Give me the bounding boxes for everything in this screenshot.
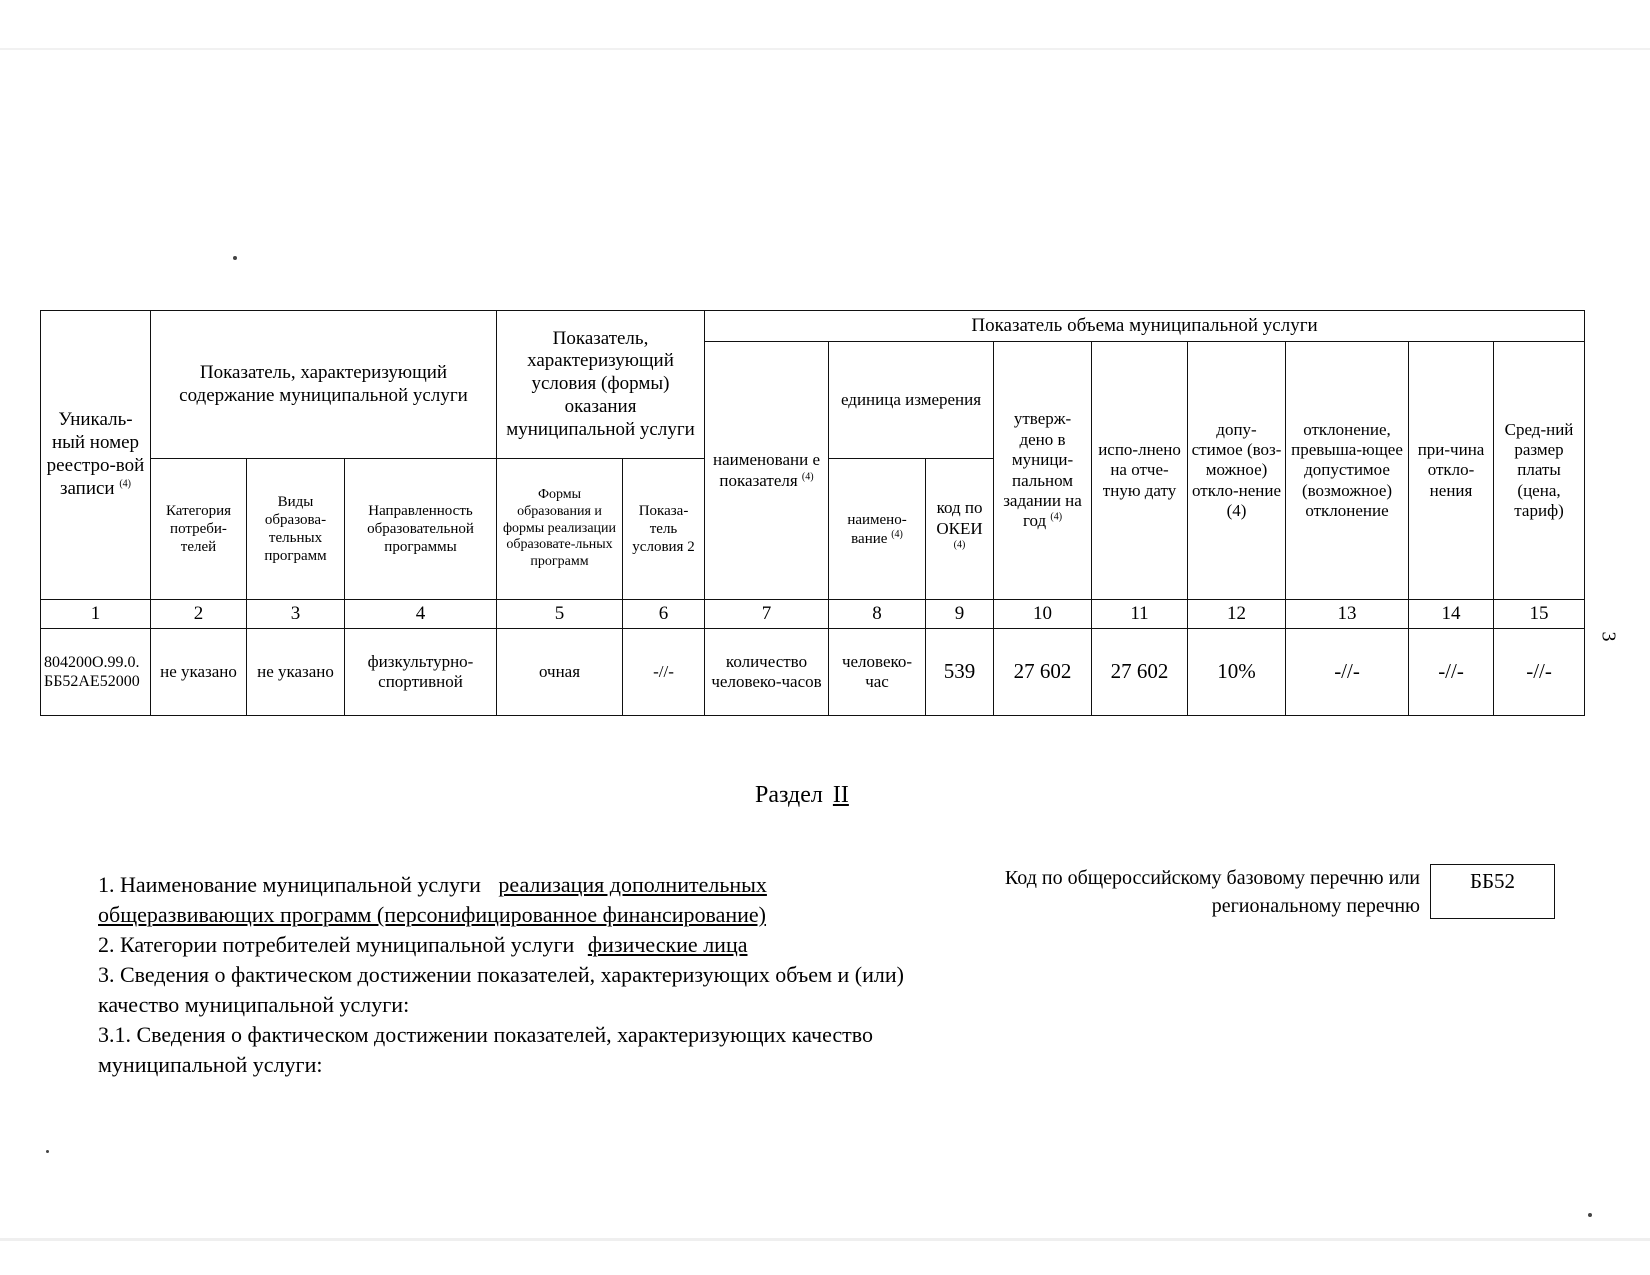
header-indicator-name: наименовани е показателя $^{(4)}$: [705, 342, 829, 600]
cell-allowed: 10%: [1188, 629, 1286, 716]
service-name-line: 1. Наименование муниципальной услуги реализация дополнительных: [98, 872, 767, 897]
header-unit: единица измерения: [829, 342, 994, 459]
column-number: 14: [1409, 600, 1494, 629]
scan-speck: [1588, 1213, 1592, 1217]
cell-direction: физкультурно-спортивной: [345, 629, 497, 716]
column-number: 9: [926, 600, 994, 629]
scan-speck: [233, 256, 237, 260]
column-number: 13: [1286, 600, 1409, 629]
cell-program-types: не указано: [247, 629, 345, 716]
column-number: 3: [247, 600, 345, 629]
header-consumer-category: Категория потреби-телей: [151, 459, 247, 600]
page-number: 3: [1597, 631, 1620, 642]
column-number: 12: [1188, 600, 1286, 629]
column-number: 10: [994, 600, 1092, 629]
service-name-continued: общеразвивающих программ (персонифицированное финансирование): [98, 902, 767, 927]
header-program-direction: Направленность образовательной программы: [345, 459, 497, 600]
column-number: 6: [623, 600, 705, 629]
column-number: 5: [497, 600, 623, 629]
column-number: 11: [1092, 600, 1188, 629]
header-exceeding-deviation: отклонение, превыша-ющее допустимое (возможное) отклонение: [1286, 342, 1409, 600]
header-done: испо-лнено на отче-тную дату: [1092, 342, 1188, 600]
volume-indicators-table: [40, 310, 1585, 716]
column-number: 7: [705, 600, 829, 629]
scan-speck: [46, 1150, 49, 1153]
header-approved: утверж-дено в муници-пальном задании на год $^{(4)}$: [994, 342, 1092, 600]
cell-exceed: -//-: [1286, 629, 1409, 716]
table-row: [41, 629, 1585, 716]
header-average-price: Сред-ний размер платы (цена, тариф): [1494, 342, 1585, 600]
header-condition-2: Показа-тель условия 2: [623, 459, 705, 600]
section-heading: Раздел II: [755, 782, 853, 809]
header-volume-indicator: Показатель объема муниципальной услуги: [705, 311, 1585, 342]
cell-condition-2: -//-: [623, 629, 705, 716]
quality-achievement-heading: 3.1. Сведения о фактическом достижении показателей, характеризующих качество муниципальной услуги:: [98, 1022, 874, 1077]
header-deviation-reason: при-чина откло-нения: [1409, 342, 1494, 600]
column-number: 8: [829, 600, 926, 629]
service-info: [98, 870, 918, 1080]
section-number: II: [832, 782, 849, 808]
column-numbers-row: [41, 600, 1585, 629]
header-unit-name: наимено-вание $^{(4)}$: [829, 459, 926, 600]
column-number: 15: [1494, 600, 1585, 629]
code-label: Код по общероссийскому базовому перечню или региональному перечню: [1004, 867, 1420, 917]
header-content-indicator: Показатель, характеризующий содержание муниципальной услуги: [151, 311, 497, 459]
cell-approved: 27 602: [994, 629, 1092, 716]
cell-okei: 539: [926, 629, 994, 716]
header-allowed-deviation: допу-стимое (воз-можное) откло-нение (4): [1188, 342, 1286, 600]
cell-reason: -//-: [1409, 629, 1494, 716]
cell-forms: очная: [497, 629, 623, 716]
cell-indicator: количество человеко-часов: [705, 629, 829, 716]
code-box: ББ52: [1430, 864, 1555, 919]
scan-edge-bottom: [0, 1238, 1650, 1241]
header-unique-number: Уникаль-ный номер реестро-вой записи $^{(4)}$: [41, 311, 151, 600]
header-education-forms: Формы образования и формы реализации образовате-льных программ: [497, 459, 623, 600]
header-program-types: Виды образова-тельных программ: [247, 459, 345, 600]
column-number: 1: [41, 600, 151, 629]
cell-category: не указано: [151, 629, 247, 716]
header-conditions-indicator: Показатель, характеризующий условия (формы) оказания муниципальной услуги: [497, 311, 705, 459]
cell-unit-name: человеко-час: [829, 629, 926, 716]
cell-price: -//-: [1494, 629, 1585, 716]
scan-edge-top: [0, 48, 1650, 50]
cell-registry-id: 804200О.99.0.ББ52АЕ52000: [41, 629, 151, 716]
consumer-category-line: 2. Категории потребителей муниципальной услуги физические лица: [98, 932, 748, 957]
achievement-heading: 3. Сведения о фактическом достижении показателей, характеризующих объем и (или) качество муниципальной услуги:: [98, 962, 904, 1017]
header-okei-code: код по ОКЕИ $^{(4)}$: [926, 459, 994, 600]
cell-done: 27 602: [1092, 629, 1188, 716]
column-number: 4: [345, 600, 497, 629]
column-number: 2: [151, 600, 247, 629]
